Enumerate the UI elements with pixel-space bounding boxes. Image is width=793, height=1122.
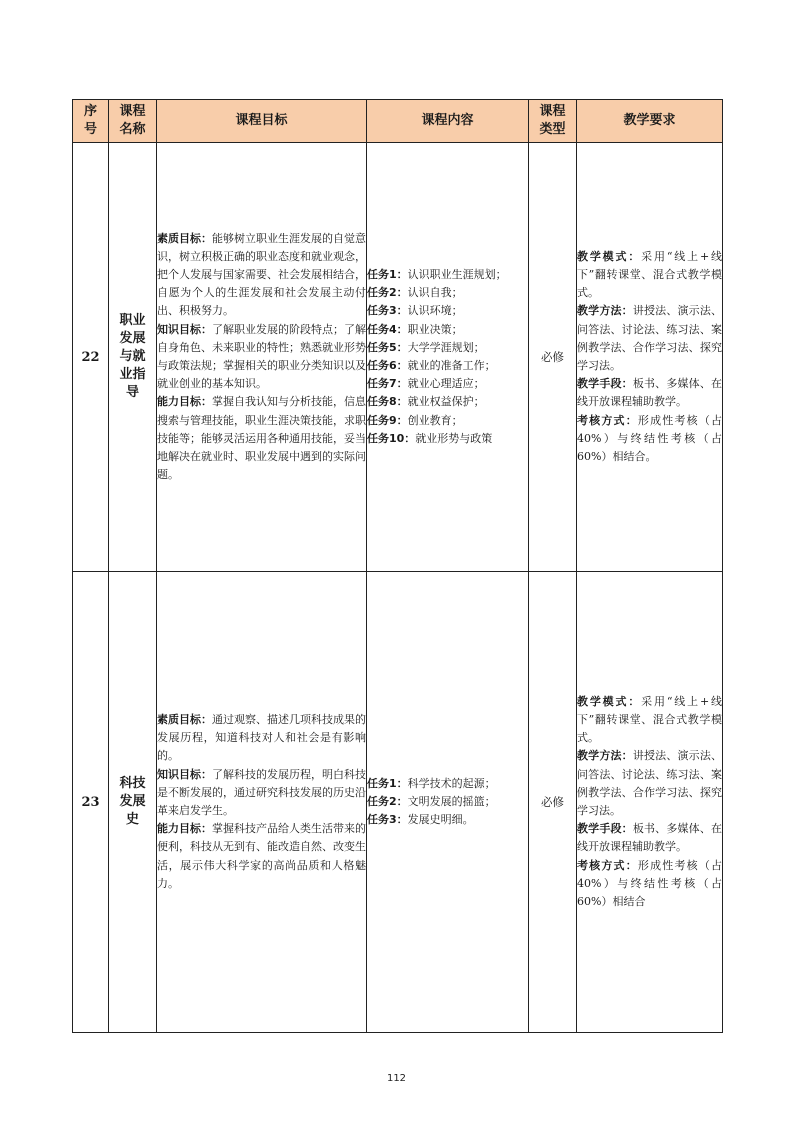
teaching-text: 形成性考核（占40%）与终结性考核（占60%）相结合。 [577,413,723,464]
goal-text: 能够树立职业生涯发展的自觉意识，树立积极正确的职业态度和就业观念，把个人发展与国家需要、社会发展相结合，自愿为个人的生涯发展和社会发展主动付出、积极努力。 [157,231,366,318]
goal-item [157,393,366,484]
teaching-item [577,820,722,856]
course-name-line: 职业 [119,313,146,328]
course-name [109,572,157,1033]
task-label: 任务2： [367,794,408,808]
task-label: 任务9： [367,413,408,427]
task-item [367,793,528,811]
task-label: 任务2： [367,286,408,300]
task-item [367,284,528,302]
teaching-item [577,302,722,375]
task-label: 任务3： [367,813,408,827]
course-goals [157,572,367,1033]
header-name-line: 课程 [119,104,146,119]
teaching-label: 教学方法： [577,304,633,318]
task-label: 任务8： [367,395,408,409]
task-item [367,375,528,393]
teaching-text: 采用“线上+线下”翻转课堂、混合式教学模式。 [577,694,723,745]
teaching-text: 形成性考核（占40%）与终结性考核（占60%）相结合 [577,858,723,909]
task-text: 就业形势与政策 [415,431,493,445]
header-teaching: 教学要求 [577,100,723,143]
task-item [367,339,528,357]
header-index-line: 号 [83,122,97,137]
row-index: 22 [73,143,109,572]
task-item [367,412,528,430]
course-name-line: 史 [125,812,139,827]
goal-item [157,230,366,321]
goal-text: 了解科技的发展历程，明白科技是不断发展的，通过研究科技发展的历史沿革来启发学生。 [157,767,366,817]
course-name-line: 与就 [119,349,146,364]
teaching-item [577,693,722,748]
course-name-line: 发展 [119,794,146,809]
task-label: 任务10： [367,431,416,445]
task-label: 任务4： [367,322,408,336]
task-text: 认识职业生涯规划； [407,267,507,281]
task-text: 就业权益保护； [407,395,485,409]
teaching-text: 讲授法、演示法、问答法、讨论法、练习法、案例教学法、合作学习法、探究学习法。 [577,304,723,372]
teaching-text: 板书、多媒体、在线开放课程辅助教学。 [577,822,723,854]
course-type: 必修 [529,143,577,572]
goal-text: 掌握科技产品给人类生活带来的便利，科技从无到有、能改造自然、改变生活，展示伟大科学家的高尚品质和人格魅力。 [157,822,366,890]
task-label: 任务7： [367,377,408,391]
header-type-line: 类型 [539,122,566,137]
teaching-item [577,412,722,467]
task-item [367,775,528,793]
teaching-label: 教学手段： [577,822,633,836]
task-item [367,811,528,829]
task-text: 就业心理适应； [407,377,485,391]
goal-item [157,820,366,893]
table-row [73,143,723,572]
course-table [72,99,723,1033]
task-text: 科学技术的起源； [407,776,496,790]
teaching-text: 采用“线上+线下”翻转课堂、混合式教学模式。 [577,249,723,300]
task-label: 任务1： [367,776,408,790]
teaching-item [577,857,722,912]
header-index-line: 序 [83,104,97,119]
teaching-requirements [577,572,723,1033]
task-label: 任务6： [367,359,408,372]
header-content: 课程内容 [367,100,529,143]
goal-label: 能力目标： [157,822,212,836]
task-item [367,266,528,284]
header-name [109,100,157,143]
teaching-text: 讲授法、演示法、问答法、讨论法、练习法、案例教学法、合作学习法、探究学习法。 [577,749,723,817]
task-label: 任务3： [367,304,408,318]
task-text: 职业决策； [407,322,463,336]
teaching-label: 考核方式： [577,413,638,427]
header-goal: 课程目标 [157,100,367,143]
goal-label: 素质目标： [157,231,212,245]
course-name-line: 业指 [119,367,146,382]
row-index: 23 [73,572,109,1033]
header-type [529,100,577,143]
task-label: 任务5： [367,340,408,354]
task-text: 认识环境； [407,304,463,318]
course-type: 必修 [529,572,577,1033]
task-text: 文明发展的摇篮； [407,794,496,808]
course-name-line: 发展 [119,331,146,346]
header-name-line: 名称 [119,122,146,137]
teaching-label: 教学模式： [577,694,642,708]
task-item [367,430,528,448]
goal-text: 了解职业发展的阶段特点；了解自身角色、未来职业的特性；熟悉就业形势与政策法规；掌握相关的职业分类知识以及就业创业的基本知识。 [157,322,366,391]
goal-item [157,711,366,766]
course-name-line: 导 [125,385,139,400]
task-text: 发展史明细。 [407,813,474,827]
task-item [367,321,528,339]
teaching-requirements [577,143,723,572]
task-text: 创业教育； [407,413,463,427]
teaching-label: 教学手段： [577,377,633,391]
goal-item [157,321,366,394]
teaching-item [577,248,722,303]
table-header-row [73,100,723,143]
task-label: 任务1： [367,267,408,281]
goal-label: 知识目标： [157,322,212,336]
table-row [73,572,723,1033]
goal-text: 掌握自我认知与分析技能，信息搜索与管理技能，职业生涯决策技能，求职技能等；能够灵活运用各种通用技能，妥当地解决在就业时、职业发展中遇到的实际问题。 [157,395,366,482]
task-text: 认识自我； [407,286,463,300]
teaching-label: 教学方法： [577,749,633,763]
course-content [367,572,529,1033]
page-number: 112 [386,1073,407,1084]
teaching-text: 板书、多媒体、在线开放课程辅助教学。 [577,377,723,409]
task-text: 大学学涯规划； [407,340,485,354]
course-name-line: 科技 [119,776,146,791]
course-name [109,143,157,572]
teaching-label: 教学模式： [577,249,642,263]
task-text: 就业的准备工作； [407,359,496,372]
goal-item [157,766,366,821]
teaching-label: 考核方式： [577,858,638,872]
goal-text: 通过观察、描述几项科技成果的发展历程，知道科技对人和社会是有影响的。 [157,712,366,763]
task-item [367,302,528,320]
course-content [367,143,529,572]
task-item [367,393,528,411]
goal-label: 知识目标： [157,767,212,781]
header-type-line: 课程 [539,104,566,119]
goal-label: 素质目标： [157,712,212,726]
teaching-item [577,747,722,820]
task-item [367,357,528,375]
goal-label: 能力目标： [157,395,212,409]
header-index [73,100,109,143]
teaching-item [577,375,722,411]
course-goals [157,143,367,572]
